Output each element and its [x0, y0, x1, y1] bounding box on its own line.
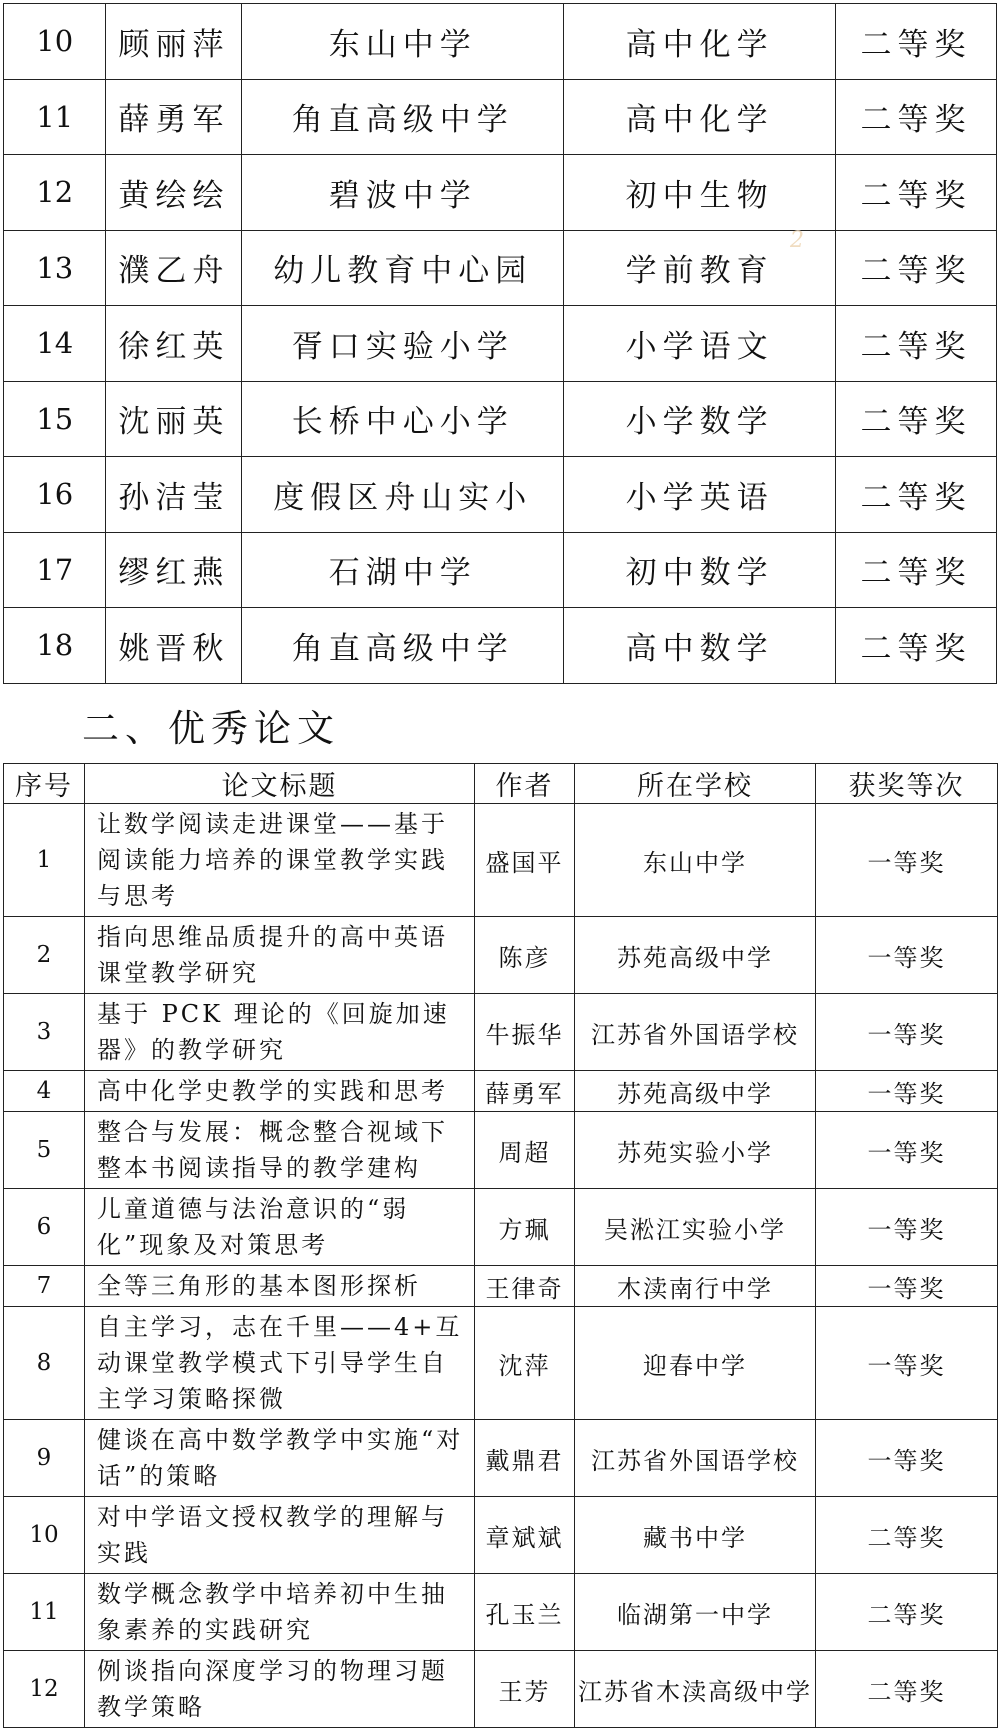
section-heading: 二、优秀论文 — [82, 707, 340, 750]
subject: 小学语文 — [564, 306, 836, 382]
award-level: 一等奖 — [816, 1307, 998, 1420]
header-title: 论文标题 — [85, 764, 475, 804]
author: 沈萍 — [475, 1307, 575, 1420]
table-row — [4, 608, 997, 684]
row-number: 10 — [4, 4, 106, 80]
school-name: 度假区舟山实小 — [242, 457, 564, 533]
row-number: 11 — [4, 79, 106, 155]
school-name: 石湖中学 — [242, 532, 564, 608]
awards-table — [3, 3, 997, 684]
school-name: 东山中学 — [575, 804, 816, 917]
award-level: 一等奖 — [816, 917, 998, 994]
row-number: 11 — [4, 1574, 85, 1651]
row-number: 8 — [4, 1307, 85, 1420]
school-name: 长桥中心小学 — [242, 381, 564, 457]
subject: 高中化学 — [564, 4, 836, 80]
school-name: 吴淞江实验小学 — [575, 1189, 816, 1266]
award-level: 一等奖 — [816, 1420, 998, 1497]
award-level: 二等奖 — [836, 230, 997, 306]
school-name: 胥口实验小学 — [242, 306, 564, 382]
table-row — [4, 457, 997, 533]
row-number: 7 — [4, 1266, 85, 1307]
paper-title: 健谈在高中数学教学中实施“对话”的策略 — [85, 1420, 475, 1497]
award-level: 一等奖 — [816, 1266, 998, 1307]
table-row — [4, 1497, 998, 1574]
table-row — [4, 381, 997, 457]
table-row — [4, 1307, 998, 1420]
subject: 高中化学 — [564, 79, 836, 155]
school-name: 角直高级中学 — [242, 608, 564, 684]
row-number: 15 — [4, 381, 106, 457]
teacher-name: 徐红英 — [106, 306, 242, 382]
paper-title: 让数学阅读走进课堂——基于阅读能力培养的课堂教学实践与思考 — [85, 804, 475, 917]
table-row — [4, 1112, 998, 1189]
school-name: 藏书中学 — [575, 1497, 816, 1574]
row-number: 6 — [4, 1189, 85, 1266]
table-row — [4, 804, 998, 917]
row-number: 16 — [4, 457, 106, 533]
school-name: 迎春中学 — [575, 1307, 816, 1420]
author: 方珮 — [475, 1189, 575, 1266]
school-name: 苏苑高级中学 — [575, 917, 816, 994]
teacher-name: 沈丽英 — [106, 381, 242, 457]
table-row — [4, 1189, 998, 1266]
subject: 初中数学 — [564, 532, 836, 608]
award-level: 二等奖 — [836, 306, 997, 382]
award-level: 二等奖 — [816, 1497, 998, 1574]
row-number: 12 — [4, 1651, 85, 1728]
teacher-name: 顾丽萍 — [106, 4, 242, 80]
award-level: 一等奖 — [816, 994, 998, 1071]
table-row — [4, 1420, 998, 1497]
table-row — [4, 1266, 998, 1307]
school-name: 幼儿教育中心园 — [242, 230, 564, 306]
school-name: 江苏省外国语学校 — [575, 994, 816, 1071]
author: 牛振华 — [475, 994, 575, 1071]
header-school: 所在学校 — [575, 764, 816, 804]
table-row — [4, 532, 997, 608]
row-number: 5 — [4, 1112, 85, 1189]
paper-title: 自主学习，志在千里——4+互动课堂教学模式下引导学生自主学习策略探微 — [85, 1307, 475, 1420]
author: 王芳 — [475, 1651, 575, 1728]
paper-title: 全等三角形的基本图形探析 — [85, 1266, 475, 1307]
table-row — [4, 1071, 998, 1112]
award-level: 二等奖 — [836, 155, 997, 231]
table-row — [4, 230, 997, 306]
row-number: 14 — [4, 306, 106, 382]
table-row — [4, 917, 998, 994]
table-row — [4, 79, 997, 155]
school-name: 东山中学 — [242, 4, 564, 80]
teacher-name: 孙洁莹 — [106, 457, 242, 533]
teacher-name: 濮乙舟 — [106, 230, 242, 306]
author: 陈彦 — [475, 917, 575, 994]
award-level: 一等奖 — [816, 804, 998, 917]
award-level: 二等奖 — [836, 532, 997, 608]
author: 周超 — [475, 1112, 575, 1189]
school-name: 江苏省木渎高级中学 — [575, 1651, 816, 1728]
award-level: 二等奖 — [836, 457, 997, 533]
table-row — [4, 1574, 998, 1651]
header-award: 获奖等次 — [816, 764, 998, 804]
table-row — [4, 155, 997, 231]
paper-title: 对中学语文授权教学的理解与实践 — [85, 1497, 475, 1574]
row-number: 2 — [4, 917, 85, 994]
school-name: 临湖第一中学 — [575, 1574, 816, 1651]
paper-title: 指向思维品质提升的高中英语课堂教学研究 — [85, 917, 475, 994]
teacher-name: 薛勇军 — [106, 79, 242, 155]
author: 戴鼎君 — [475, 1420, 575, 1497]
school-name: 碧波中学 — [242, 155, 564, 231]
header-row — [4, 764, 998, 804]
row-number: 17 — [4, 532, 106, 608]
papers-table — [3, 763, 998, 1728]
row-number: 18 — [4, 608, 106, 684]
paper-title: 例谈指向深度学习的物理习题教学策略 — [85, 1651, 475, 1728]
paper-title: 儿童道德与法治意识的“弱化”现象及对策思考 — [85, 1189, 475, 1266]
row-number: 4 — [4, 1071, 85, 1112]
award-level: 二等奖 — [836, 608, 997, 684]
school-name: 苏苑高级中学 — [575, 1071, 816, 1112]
award-level: 二等奖 — [836, 4, 997, 80]
teacher-name: 缪红燕 — [106, 532, 242, 608]
subject: 初中生物 — [564, 155, 836, 231]
row-number: 1 — [4, 804, 85, 917]
school-name: 角直高级中学 — [242, 79, 564, 155]
subject: 高中数学 — [564, 608, 836, 684]
table-row — [4, 1651, 998, 1728]
teacher-name: 姚晋秋 — [106, 608, 242, 684]
header-num: 序号 — [4, 764, 85, 804]
row-number: 10 — [4, 1497, 85, 1574]
table-row — [4, 994, 998, 1071]
paper-title: 高中化学史教学的实践和思考 — [85, 1071, 475, 1112]
page-mark: 2 — [790, 228, 804, 253]
subject: 小学数学 — [564, 381, 836, 457]
school-name: 苏苑实验小学 — [575, 1112, 816, 1189]
row-number: 3 — [4, 994, 85, 1071]
paper-title: 数学概念教学中培养初中生抽象素养的实践研究 — [85, 1574, 475, 1651]
award-level: 一等奖 — [816, 1189, 998, 1266]
table-row — [4, 306, 997, 382]
row-number: 13 — [4, 230, 106, 306]
award-level: 二等奖 — [836, 381, 997, 457]
award-level: 二等奖 — [836, 79, 997, 155]
subject: 学前教育 — [564, 230, 836, 306]
table-row — [4, 4, 997, 80]
award-level: 一等奖 — [816, 1071, 998, 1112]
row-number: 12 — [4, 155, 106, 231]
row-number: 9 — [4, 1420, 85, 1497]
paper-title: 基于 PCK 理论的《回旋加速器》的教学研究 — [85, 994, 475, 1071]
paper-title: 整合与发展：概念整合视域下整本书阅读指导的教学建构 — [85, 1112, 475, 1189]
author: 孔玉兰 — [475, 1574, 575, 1651]
school-name: 木渎南行中学 — [575, 1266, 816, 1307]
author: 王律奇 — [475, 1266, 575, 1307]
author: 章斌斌 — [475, 1497, 575, 1574]
school-name: 江苏省外国语学校 — [575, 1420, 816, 1497]
award-level: 一等奖 — [816, 1112, 998, 1189]
award-level: 二等奖 — [816, 1651, 998, 1728]
header-author: 作者 — [475, 764, 575, 804]
award-level: 二等奖 — [816, 1574, 998, 1651]
author: 薛勇军 — [475, 1071, 575, 1112]
subject: 小学英语 — [564, 457, 836, 533]
author: 盛国平 — [475, 804, 575, 917]
teacher-name: 黄绘绘 — [106, 155, 242, 231]
